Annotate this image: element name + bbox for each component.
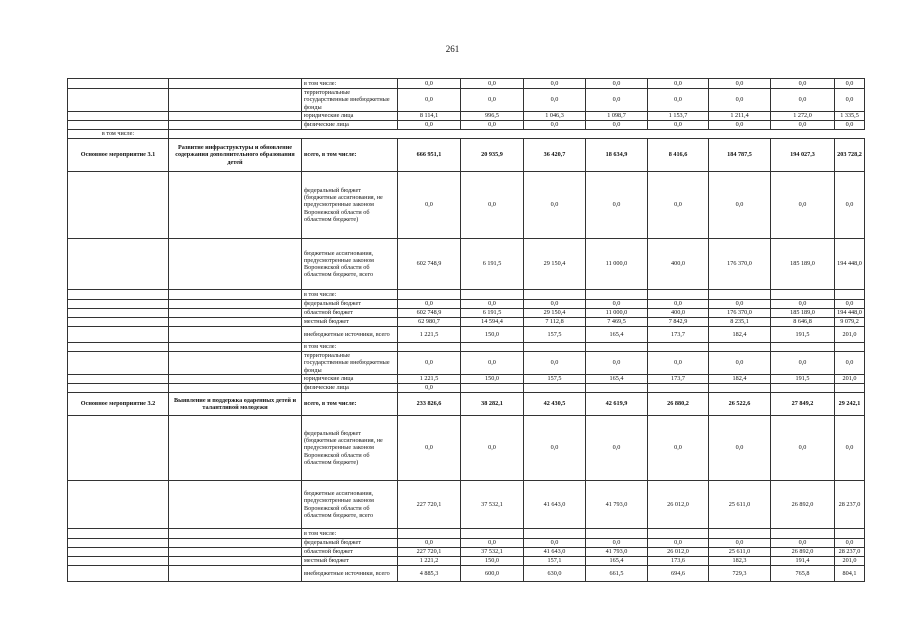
value-cell: 0,0	[461, 352, 524, 375]
funding-source-label: физические лица	[302, 384, 398, 393]
value-cell: 42 619,9	[586, 393, 648, 416]
value-cell: 1 046,3	[524, 112, 586, 121]
value-cell: 0,0	[771, 79, 835, 89]
value-cell: 0,0	[648, 352, 709, 375]
value-cell: 233 826,6	[398, 393, 461, 416]
funding-source-label: юридические лица	[302, 112, 398, 121]
value-cell: 9 079,2	[835, 318, 865, 327]
activity-name	[68, 309, 169, 318]
activity-name	[68, 375, 169, 384]
table-row	[68, 566, 865, 582]
value-cell: 0,0	[586, 300, 648, 309]
value-cell: 1 272,0	[771, 112, 835, 121]
activity-description	[169, 539, 302, 548]
value-cell: 0,0	[398, 352, 461, 375]
value-cell: 1 221,2	[398, 557, 461, 566]
funding-source-label: территориальные государственные внебюджетные фонды	[302, 89, 398, 112]
value-cell	[524, 343, 586, 352]
value-cell: 0,0	[648, 89, 709, 112]
activity-description	[169, 566, 302, 582]
funding-source-label: всего, в том числе:	[302, 393, 398, 416]
budget-table	[67, 78, 865, 582]
activity-description	[169, 384, 302, 393]
value-cell	[709, 529, 771, 539]
activity-name	[68, 352, 169, 375]
value-cell: 0,0	[648, 300, 709, 309]
funding-source-label: областной бюджет	[302, 548, 398, 557]
value-cell: 0,0	[835, 539, 865, 548]
value-cell: 0,0	[398, 416, 461, 481]
value-cell: 62 980,7	[398, 318, 461, 327]
value-cell: 0,0	[709, 416, 771, 481]
value-cell: 41 643,0	[524, 481, 586, 529]
funding-source-label: федеральный бюджет	[302, 539, 398, 548]
value-cell: 0,0	[648, 79, 709, 89]
funding-source-label: в том числе:	[302, 79, 398, 89]
value-cell: 25 611,0	[709, 481, 771, 529]
table-row	[68, 327, 865, 343]
value-cell: 203 728,2	[835, 139, 865, 172]
activity-name	[68, 112, 169, 121]
value-cell: 765,8	[771, 566, 835, 582]
value-cell: 37 532,1	[461, 548, 524, 557]
value-cell: 0,0	[709, 79, 771, 89]
value-cell: 0,0	[648, 416, 709, 481]
activity-name: Основное мероприятие 3.2	[68, 393, 169, 416]
activity-name	[68, 300, 169, 309]
value-cell: 184 787,5	[709, 139, 771, 172]
value-cell: 29 150,4	[524, 309, 586, 318]
activity-name	[68, 239, 169, 290]
value-cell: 27 849,2	[771, 393, 835, 416]
activity-name	[68, 566, 169, 582]
table-row	[68, 384, 865, 393]
value-cell: 0,0	[771, 352, 835, 375]
value-cell: 8 235,1	[709, 318, 771, 327]
value-cell: 0,0	[835, 300, 865, 309]
value-cell: 0,0	[524, 79, 586, 89]
value-cell	[586, 343, 648, 352]
value-cell: 165,4	[586, 375, 648, 384]
value-cell: 26 892,0	[771, 548, 835, 557]
value-cell: 400,0	[648, 309, 709, 318]
value-cell: 20 935,9	[461, 139, 524, 172]
value-cell: 804,1	[835, 566, 865, 582]
value-cell: 38 282,1	[461, 393, 524, 416]
table-row	[68, 318, 865, 327]
activity-description	[169, 327, 302, 343]
value-cell	[461, 384, 524, 393]
value-cell: 182,4	[709, 375, 771, 384]
value-cell: 201,0	[835, 557, 865, 566]
value-cell: 150,0	[461, 557, 524, 566]
page-number: 261	[445, 44, 460, 54]
value-cell: 0,0	[461, 416, 524, 481]
table-row	[68, 79, 865, 89]
value-cell: 0,0	[461, 89, 524, 112]
value-cell	[586, 529, 648, 539]
funding-source-label: в том числе:	[302, 529, 398, 539]
value-cell: 0,0	[586, 416, 648, 481]
value-cell: 0,0	[771, 416, 835, 481]
value-cell: 661,5	[586, 566, 648, 582]
funding-source-label: в том числе:	[302, 343, 398, 352]
table-row	[68, 290, 865, 300]
activity-description	[169, 318, 302, 327]
value-cell: 8 646,8	[771, 318, 835, 327]
value-cell: 194 448,0	[835, 309, 865, 318]
value-cell	[709, 384, 771, 393]
value-cell	[524, 384, 586, 393]
table-row	[68, 352, 865, 375]
value-cell: 191,4	[771, 557, 835, 566]
value-cell: 7 469,5	[586, 318, 648, 327]
value-cell: 0,0	[461, 300, 524, 309]
value-cell: 1 335,5	[835, 112, 865, 121]
value-cell: 18 634,9	[586, 139, 648, 172]
value-cell	[461, 343, 524, 352]
funding-source-label: физические лица	[302, 121, 398, 130]
activity-description	[169, 121, 302, 130]
value-cell: 14 594,4	[461, 318, 524, 327]
activity-description	[169, 343, 302, 352]
value-cell: 0,0	[835, 121, 865, 130]
value-cell: 1 221,5	[398, 375, 461, 384]
value-cell: 996,5	[461, 112, 524, 121]
activity-description	[169, 375, 302, 384]
value-cell: 227 720,1	[398, 548, 461, 557]
value-cell: 0,0	[771, 89, 835, 112]
value-cell: 0,0	[524, 416, 586, 481]
activity-description	[169, 416, 302, 481]
value-cell: 0,0	[586, 121, 648, 130]
value-cell: 227 720,1	[398, 481, 461, 529]
value-cell: 0,0	[524, 352, 586, 375]
value-cell: 182,4	[709, 327, 771, 343]
value-cell: 600,0	[461, 566, 524, 582]
value-cell: 173,7	[648, 327, 709, 343]
value-cell: 0,0	[586, 352, 648, 375]
value-cell	[398, 290, 461, 300]
value-cell: 26 892,0	[771, 481, 835, 529]
activity-name	[68, 529, 169, 539]
value-cell: 165,4	[586, 557, 648, 566]
value-cell: 201,0	[835, 327, 865, 343]
value-cell: 0,0	[398, 79, 461, 89]
funding-source-label: местный бюджет	[302, 318, 398, 327]
table-row	[68, 539, 865, 548]
value-cell: 0,0	[835, 89, 865, 112]
activity-description	[169, 239, 302, 290]
activity-description	[169, 89, 302, 112]
value-cell: 400,0	[648, 239, 709, 290]
funding-source-label: территориальные государственные внебюджетные фонды	[302, 352, 398, 375]
value-cell	[586, 290, 648, 300]
value-cell: 0,0	[648, 172, 709, 239]
activity-description	[169, 548, 302, 557]
value-cell: 0,0	[461, 79, 524, 89]
value-cell: 185 189,0	[771, 309, 835, 318]
value-cell: 0,0	[524, 300, 586, 309]
value-cell	[835, 529, 865, 539]
value-cell	[461, 290, 524, 300]
value-cell: 150,0	[461, 327, 524, 343]
value-cell: 41 793,0	[586, 481, 648, 529]
value-cell	[398, 343, 461, 352]
table-row	[68, 300, 865, 309]
value-cell: 602 748,9	[398, 239, 461, 290]
table-row	[68, 130, 865, 139]
value-cell: 0,0	[709, 121, 771, 130]
value-cell: 185 189,0	[771, 239, 835, 290]
value-cell: 0,0	[709, 300, 771, 309]
value-cell: 0,0	[709, 172, 771, 239]
value-cell: 0,0	[771, 539, 835, 548]
activity-description: Выявление и поддержка одаренных детей и талантливой молодежи	[169, 393, 302, 416]
value-cell: 150,0	[461, 375, 524, 384]
value-cell: 0,0	[771, 300, 835, 309]
value-cell: 0,0	[461, 539, 524, 548]
value-cell: 194 027,3	[771, 139, 835, 172]
funding-source-label: бюджетные ассигнования, предусмотренные законом Воронежской области об областном бюджете, всего	[302, 481, 398, 529]
table-row	[68, 529, 865, 539]
value-cell	[524, 529, 586, 539]
value-cell	[709, 343, 771, 352]
value-cell: 0,0	[398, 539, 461, 548]
value-cell	[771, 343, 835, 352]
value-cell: 28 237,0	[835, 548, 865, 557]
activity-name	[68, 79, 169, 89]
activity-name	[68, 539, 169, 548]
value-cell: 1 098,7	[586, 112, 648, 121]
value-cell	[648, 529, 709, 539]
value-cell: 8 416,6	[648, 139, 709, 172]
value-cell: 0,0	[524, 89, 586, 112]
table-row	[68, 172, 865, 239]
value-cell: 26 522,6	[709, 393, 771, 416]
activity-name	[68, 416, 169, 481]
value-cell: 0,0	[524, 539, 586, 548]
activity-name	[68, 290, 169, 300]
table-row	[68, 481, 865, 529]
value-cell: 29 242,1	[835, 393, 865, 416]
value-cell: 28 237,0	[835, 481, 865, 529]
value-cell: 26 012,0	[648, 548, 709, 557]
value-cell	[771, 529, 835, 539]
value-cell: 0,0	[586, 172, 648, 239]
value-cell: 1 153,7	[648, 112, 709, 121]
value-cell: 176 370,0	[709, 309, 771, 318]
value-cell: 0,0	[586, 539, 648, 548]
value-cell: 173,7	[648, 375, 709, 384]
funding-source-label: внебюджетные источники, всего	[302, 566, 398, 582]
value-cell: 694,6	[648, 566, 709, 582]
value-cell: 666 951,1	[398, 139, 461, 172]
funding-source-label: местный бюджет	[302, 557, 398, 566]
table-row	[68, 89, 865, 112]
funding-source-label: юридические лица	[302, 375, 398, 384]
activity-description	[169, 557, 302, 566]
activity-name	[68, 548, 169, 557]
funding-source-label: бюджетные ассигнования, предусмотренные законом Воронежской области об областном бюджете, всего	[302, 239, 398, 290]
value-cell: 194 448,0	[835, 239, 865, 290]
activity-name	[68, 89, 169, 112]
activity-description	[169, 300, 302, 309]
activity-name	[68, 121, 169, 130]
value-cell: 1 211,4	[709, 112, 771, 121]
table-row	[68, 112, 865, 121]
value-cell: 0,0	[835, 79, 865, 89]
activity-name	[68, 481, 169, 529]
table-row	[68, 393, 865, 416]
value-cell: 0,0	[709, 539, 771, 548]
value-cell: 0,0	[586, 89, 648, 112]
value-cell: 0,0	[398, 89, 461, 112]
value-cell: 8 114,1	[398, 112, 461, 121]
value-cell: 29 150,4	[524, 239, 586, 290]
value-cell	[771, 384, 835, 393]
funding-source-label: в том числе:	[302, 290, 398, 300]
value-cell: 0,0	[835, 416, 865, 481]
funding-source-label: федеральный бюджет	[302, 300, 398, 309]
value-cell: 191,5	[771, 375, 835, 384]
value-cell: 0,0	[835, 172, 865, 239]
value-cell: 176 370,0	[709, 239, 771, 290]
value-cell: 157,1	[524, 557, 586, 566]
table-row	[68, 309, 865, 318]
value-cell: 0,0	[461, 121, 524, 130]
activity-description	[169, 112, 302, 121]
value-cell: 7 112,8	[524, 318, 586, 327]
value-cell: 26 012,0	[648, 481, 709, 529]
value-cell: 0,0	[398, 384, 461, 393]
value-cell: 11 000,0	[586, 239, 648, 290]
value-cell: 157,5	[524, 375, 586, 384]
value-cell: 165,4	[586, 327, 648, 343]
value-cell	[709, 290, 771, 300]
funding-source-label: внебюджетные источники, всего	[302, 327, 398, 343]
value-cell: 0,0	[398, 300, 461, 309]
value-cell	[461, 529, 524, 539]
table-row	[68, 139, 865, 172]
funding-source-label: областной бюджет	[302, 309, 398, 318]
value-cell: 0,0	[709, 352, 771, 375]
activity-description	[169, 309, 302, 318]
activity-description	[169, 79, 302, 89]
value-cell: 729,3	[709, 566, 771, 582]
value-cell: 0,0	[648, 539, 709, 548]
activity-description	[169, 172, 302, 239]
value-cell	[835, 290, 865, 300]
value-cell: 0,0	[461, 172, 524, 239]
activity-description: Развитие инфраструктуры и обновление содержания дополнительного образования детей	[169, 139, 302, 172]
value-cell: 25 611,0	[709, 548, 771, 557]
activity-name	[68, 343, 169, 352]
value-cell: 7 842,9	[648, 318, 709, 327]
table-row	[68, 548, 865, 557]
value-cell: 4 885,3	[398, 566, 461, 582]
value-cell: 6 191,5	[461, 309, 524, 318]
value-cell: 602 748,9	[398, 309, 461, 318]
value-cell: 6 191,5	[461, 239, 524, 290]
value-cell: 0,0	[835, 352, 865, 375]
value-cell	[398, 529, 461, 539]
activity-name: Основное мероприятие 3.1	[68, 139, 169, 172]
table-row	[68, 121, 865, 130]
activity-description	[169, 352, 302, 375]
activity-description	[169, 290, 302, 300]
funding-source-label: федеральный бюджет (бюджетные ассигнования, не предусмотренные законом Воронежской области об областном бюджете)	[302, 172, 398, 239]
value-cell: 0,0	[586, 79, 648, 89]
activity-name	[68, 318, 169, 327]
table-row	[68, 416, 865, 481]
empty-cell	[169, 130, 865, 139]
table-row	[68, 239, 865, 290]
value-cell: 11 000,0	[586, 309, 648, 318]
value-cell	[648, 290, 709, 300]
value-cell: 36 420,7	[524, 139, 586, 172]
value-cell	[771, 290, 835, 300]
activity-name	[68, 384, 169, 393]
value-cell: 0,0	[771, 121, 835, 130]
value-cell: 41 793,0	[586, 548, 648, 557]
value-cell	[835, 343, 865, 352]
activity-name	[68, 327, 169, 343]
value-cell: 201,0	[835, 375, 865, 384]
funding-source-label: федеральный бюджет (бюджетные ассигнования, не предусмотренные законом Воронежской области об областном бюджете)	[302, 416, 398, 481]
value-cell: 630,0	[524, 566, 586, 582]
value-cell: 0,0	[648, 121, 709, 130]
table-row	[68, 343, 865, 352]
value-cell: 0,0	[524, 172, 586, 239]
value-cell	[586, 384, 648, 393]
value-cell: 0,0	[709, 89, 771, 112]
value-cell: 42 430,5	[524, 393, 586, 416]
value-cell	[648, 384, 709, 393]
value-cell: 191,5	[771, 327, 835, 343]
value-cell	[648, 343, 709, 352]
value-cell: 173,6	[648, 557, 709, 566]
section-caption: в том числе:	[68, 130, 169, 139]
value-cell: 1 221,5	[398, 327, 461, 343]
value-cell: 0,0	[398, 172, 461, 239]
table-row	[68, 375, 865, 384]
activity-description	[169, 481, 302, 529]
activity-name	[68, 172, 169, 239]
value-cell: 41 643,0	[524, 548, 586, 557]
funding-source-label: всего, в том числе:	[302, 139, 398, 172]
value-cell: 37 532,1	[461, 481, 524, 529]
table-row	[68, 557, 865, 566]
activity-description	[169, 529, 302, 539]
value-cell	[524, 290, 586, 300]
value-cell: 0,0	[771, 172, 835, 239]
value-cell: 182,3	[709, 557, 771, 566]
value-cell: 0,0	[398, 121, 461, 130]
value-cell: 26 880,2	[648, 393, 709, 416]
value-cell: 0,0	[524, 121, 586, 130]
value-cell	[835, 384, 865, 393]
activity-name	[68, 557, 169, 566]
value-cell: 157,5	[524, 327, 586, 343]
